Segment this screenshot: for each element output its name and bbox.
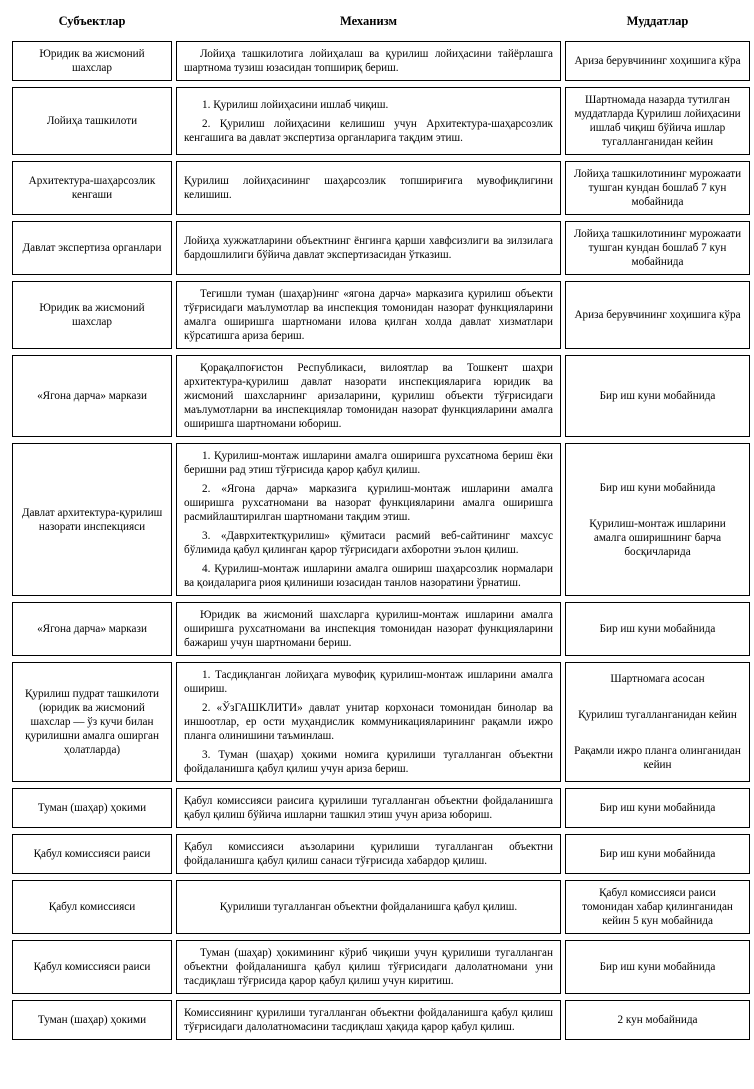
- mechanism-text: Қабул комиссияси раисига қурилиши тугалланган объектни фойдаланишга қабул қилиш бўйича ишларни ташкил этиш учун ариза юбориш.: [184, 795, 553, 821]
- mechanism-text: Қурилиши тугалланган объектни фойдаланишга қабул қилиш.: [219, 901, 518, 913]
- mechanism-cell: [176, 662, 561, 782]
- table-body: [12, 41, 750, 1040]
- table-row: [12, 355, 750, 437]
- mechanism-cell: [176, 443, 561, 596]
- subject-cell: «Ягона дарча» маркази: [12, 602, 172, 656]
- subject-cell: Архитектура-шаҳарсозлик кенгаши: [12, 161, 172, 215]
- mechanism-list-item: 1. Қурилиш-монтаж ишларини амалга оширишга рухсатнома бериш ёки беришни рад этиш тўғрисида қарор қабул қилиш.: [184, 450, 553, 476]
- column-header-subjects: Субъектлар: [58, 14, 126, 28]
- subject-cell: Туман (шаҳар) ҳокими: [12, 1000, 172, 1040]
- subject-cell: Давлат экспертиза органлари: [12, 221, 172, 275]
- mechanism-list-item: 3. «Даврхитектқурилиш» қўмитаси расмий веб-сайтининг махсус бўлимида қабул қилинган қарор тўғрисидаги ахборотни эълон қилиш.: [184, 530, 553, 556]
- table-row: [12, 87, 750, 155]
- mechanism-text: Тегишли туман (шаҳар)нинг «ягона дарча» марказига қурилиш объекти тўғрисидаги маълумотлар ва инспекция томонидан назорат функцияларини амалга оширишга шартномани илова қилган холда давлат хизматлари кўрсатишга ариза бериш.: [184, 288, 553, 342]
- term-cell: 2 кун мобайнида: [565, 1000, 750, 1040]
- mechanism-cell: [176, 1000, 561, 1040]
- mechanism-cell: [176, 788, 561, 828]
- term-cell: Қабул комиссияси раиси томонидан хабар қилинганидан кейин 5 кун мобайнида: [565, 880, 750, 934]
- mechanism-text: Лойиҳа хужжатларини объектнинг ёнгинга қарши хавфсизлиги ва зилзилага бардошлилиги бўйича давлат экспертизасидан ўтказиш.: [184, 235, 553, 261]
- subject-cell: Қабул комиссияси раиси: [12, 834, 172, 874]
- mechanism-cell: [176, 880, 561, 934]
- subject-cell: «Ягона дарча» маркази: [12, 355, 172, 437]
- mechanism-text: Юридик ва жисмоний шахсларга қурилиш-монтаж ишларини амалга оширишга рухсатномани ва инспекция томонидан назорат функцияларини бажариш учун шартномани бериш.: [184, 609, 553, 649]
- mechanism-list-item: 4. Қурилиш-монтаж ишларини амалга ошириш шаҳарсозлик нормалари ва қоидаларига риоя қилиниши юзасидан танлов назоратини ўрнатиш.: [184, 563, 553, 589]
- term-text: Рақамли ижро планга олинганидан кейин: [574, 745, 741, 771]
- subject-cell: Давлат архитектура-қурилиш назорати инспекцияси: [12, 443, 172, 596]
- subject-cell: Туман (шаҳар) ҳокими: [12, 788, 172, 828]
- mechanism-cell: [176, 602, 561, 656]
- table-row: [12, 161, 750, 215]
- mechanism-cell: [176, 87, 561, 155]
- table-row: [12, 788, 750, 828]
- mechanism-list-item: 3. Туман (шаҳар) ҳокими номига қурилиши тугалланган объектни фойдаланишга қабул қилиш учун ариза бериш.: [184, 749, 553, 775]
- term-cell: Лойиҳа ташкилотининг мурожаати тушган кундан бошлаб 7 кун мобайнида: [565, 161, 750, 215]
- column-header-mechanism: Механизм: [339, 14, 398, 28]
- term-cell: [565, 443, 750, 596]
- mechanism-list-item: 1. Тасдиқланган лойиҳага мувофиқ қурилиш-монтаж ишларини амалга ошириш.: [184, 669, 553, 695]
- term-cell: Бир иш куни мобайнида: [565, 788, 750, 828]
- subject-cell: Юридик ва жисмоний шахслар: [12, 41, 172, 81]
- mechanism-text: Қорақалпоғистон Республикаси, вилоятлар ва Тошкент шаҳри архитектура-қурилиш давлат назорати инспекцияларига юридик ва жисмоний шахсларнинг аризаларини, қурилиш объекти тўғрисидаги маълумотларни ва инспекциялар томонидан назорат функцияларини амалга оширишга шартномани юбориш.: [184, 362, 553, 430]
- mechanism-text: Қабул комиссияси аъзоларини қурилиши тугалланган объектни фойдаланишга қабул қилиш санаси тўғрисида хабардор қилиш.: [184, 841, 553, 867]
- procedure-table: [8, 6, 754, 1046]
- mechanism-cell: [176, 41, 561, 81]
- mechanism-text: Қурилиш лойиҳасининг шаҳарсозлик топшириғига мувофиқлигини келишиш.: [184, 175, 553, 201]
- mechanism-cell: [176, 161, 561, 215]
- term-cell: Шартномада назарда тутилган муддатларда Қурилиш лойиҳасини ишлаб чиқиш бўйича ишлар тугалланганидан кейин: [565, 87, 750, 155]
- table-row: [12, 662, 750, 782]
- subject-cell: Қабул комиссияси: [12, 880, 172, 934]
- term-cell: Бир иш куни мобайнида: [565, 834, 750, 874]
- subject-cell: Қабул комиссияси раиси: [12, 940, 172, 994]
- mechanism-list-item: 1. Қурилиш лойиҳасини ишлаб чиқиш.: [202, 98, 389, 111]
- mechanism-cell: [176, 834, 561, 874]
- table-row: [12, 880, 750, 934]
- table-row: [12, 834, 750, 874]
- table-row: [12, 41, 750, 81]
- mechanism-list-item: 2. «ЎзГАШКЛИТИ» давлат унитар корхонаси томонидан бинолар ва иншоотлар, ер ости муҳандислик коммуникацияларининг рақамли ижро планга олинишини таъминлаш.: [184, 702, 553, 742]
- term-cell: [565, 662, 750, 782]
- term-cell: Бир иш куни мобайнида: [565, 355, 750, 437]
- term-text: Бир иш куни мобайнида: [599, 481, 716, 494]
- table-row: [12, 221, 750, 275]
- term-cell: Бир иш куни мобайнида: [565, 602, 750, 656]
- term-cell: Лойиҳа ташкилотининг мурожаати тушган кундан бошлаб 7 кун мобайнида: [565, 221, 750, 275]
- mechanism-list: [184, 449, 553, 590]
- mechanism-list: [184, 98, 553, 145]
- mechanism-text: Лойиҳа ташкилотига лойиҳалаш ва қурилиш лойиҳасини тайёрлашга шартнома тузиш юзасидан топшириқ бериш.: [184, 48, 553, 74]
- term-cell: Ариза берувчининг хоҳишига кўра: [565, 41, 750, 81]
- term-text: Қурилиш тугалланганидан кейин: [578, 709, 737, 721]
- table-row: [12, 443, 750, 596]
- mechanism-text: Комиссиянинг қурилиши тугалланган объектни фойдаланишга қабул қилиш тўғрисидаги далолатномасини тасдиқлаш ҳақида қарор қабул қилиш.: [184, 1007, 553, 1033]
- mechanism-cell: [176, 355, 561, 437]
- table-row: [12, 602, 750, 656]
- mechanism-list-item: 2. «Ягона дарча» марказига қурилиш-монтаж ишларини амалга оширишга рухсатномани ва назорат функцияларини амалга оширишга расмийлаштирилган шартномани тақдим этиш.: [184, 483, 553, 523]
- mechanism-cell: [176, 221, 561, 275]
- term-cell: Ариза берувчининг хоҳишига кўра: [565, 281, 750, 349]
- table-row: [12, 1000, 750, 1040]
- mechanism-cell: [176, 940, 561, 994]
- term-cell: Бир иш куни мобайнида: [565, 940, 750, 994]
- mechanism-cell: [176, 281, 561, 349]
- mechanism-list: [184, 668, 553, 776]
- mechanism-text: Туман (шаҳар) ҳокимининг кўриб чиқиши учун қурилиши тугалланган объектни фойдаланишга қабул қилиш тўғрисидаги далолатномани уни тасдиқлаш тўғрисида қарор қабул қилиш учун киритиш.: [184, 947, 553, 987]
- table-row: [12, 940, 750, 994]
- subject-cell: Лойиҳа ташкилоти: [12, 87, 172, 155]
- term-text: Қурилиш-монтаж ишларини амалга оширишнинг барча босқичларида: [589, 517, 726, 558]
- subject-cell: Қурилиш пудрат ташкилоти (юридик ва жисмоний шахслар — ўз кучи билан қурилишни амалга оширган ҳолатларда): [12, 662, 172, 782]
- table-row: [12, 281, 750, 349]
- column-header-terms: Муддатлар: [626, 14, 689, 28]
- mechanism-list-item: 2. Қурилиш лойиҳасини келишиш учун Архитектура-шаҳарсозлик кенгашига ва давлат экспертиза органларига тақдим этиш.: [184, 117, 553, 144]
- subject-cell: Юридик ва жисмоний шахслар: [12, 281, 172, 349]
- table-header-row: [12, 12, 750, 35]
- term-text: Шартномага асосан: [610, 673, 705, 685]
